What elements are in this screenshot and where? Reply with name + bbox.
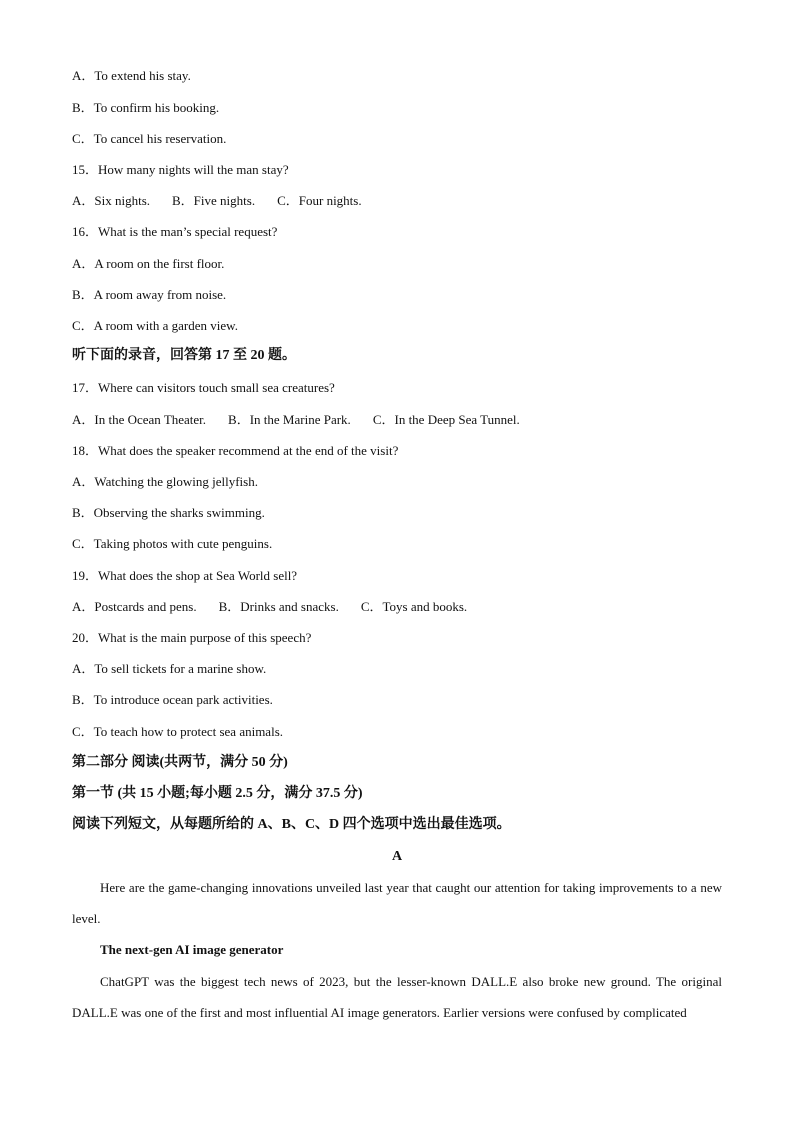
q16-stem: 16．What is the man’s special request? (72, 224, 278, 239)
passage-body: ChatGPT was the biggest tech news of 2023, but the lesser-known DALL.E also broke new ground. The original DALL.E was one of the first and most influential AI image generators. Earlier versions were confused by complicated (72, 974, 722, 1020)
q18-option-b: B．Observing the sharks swimming. (72, 505, 265, 520)
passage-intro: Here are the game-changing innovations unveiled last year that caught our attention for taking improvements to a new level. (72, 880, 722, 926)
q15-stem: 15．How many nights will the man stay? (72, 162, 289, 177)
q19-options (72, 599, 467, 615)
q17-option-a: A．In the Ocean Theater. (72, 412, 207, 427)
q20-option-b: B．To introduce ocean park activities. (72, 692, 273, 707)
section-17-20-heading: 听下面的录音，回答第 17 至 20 题。 (72, 348, 296, 363)
section1-heading: 第一节 (共 15 小题;每小题 2.5 分，满分 37.5 分) (72, 786, 363, 801)
q15-option-b: B．Five nights. (172, 193, 256, 208)
q19-stem: 19．What does the shop at Sea World sell? (72, 568, 298, 583)
q20-option-a: A．To sell tickets for a marine show. (72, 661, 267, 676)
reading-instructions: 阅读下列短文，从每题所给的 A、B、C、D 四个选项中选出最佳选项。 (72, 817, 511, 832)
q20-option-c: C．To teach how to protect sea animals. (72, 724, 284, 739)
q15-option-c: C．Four nights. (277, 193, 362, 208)
q14-option-c: C．To cancel his reservation. (72, 131, 227, 146)
q17-options (72, 412, 520, 428)
q15-options (72, 193, 362, 209)
q16-option-b: B．A room away from noise. (72, 287, 227, 302)
q19-option-c: C．Toys and books. (360, 599, 468, 614)
passage-label: A (391, 849, 403, 864)
q16-option-a: A．A room on the first floor. (72, 256, 225, 271)
q18-option-a: A．Watching the glowing jellyfish. (72, 474, 258, 489)
q19-option-a: A．Postcards and pens. (72, 599, 197, 614)
q16-option-c: C．A room with a garden view. (72, 318, 238, 333)
q17-option-b: B．In the Marine Park. (228, 412, 351, 427)
q18-stem: 18．What does the speaker recommend at the end of the visit? (72, 443, 399, 458)
q14-option-a: A．To extend his stay. (72, 68, 191, 83)
q17-option-c: C．In the Deep Sea Tunnel. (372, 412, 520, 427)
q20-stem: 20．What is the main purpose of this speech? (72, 630, 312, 645)
part2-heading: 第二部分 阅读(共两节，满分 50 分) (72, 755, 288, 770)
q15-option-a: A．Six nights. (72, 193, 151, 208)
passage-subheading: The next-gen AI image generator (100, 942, 284, 957)
q18-option-c: C．Taking photos with cute penguins. (72, 536, 273, 551)
q14-option-b: B．To confirm his booking. (72, 100, 220, 115)
q19-option-b: B．Drinks and snacks. (218, 599, 339, 614)
q17-stem: 17．Where can visitors touch small sea creatures? (72, 380, 335, 395)
